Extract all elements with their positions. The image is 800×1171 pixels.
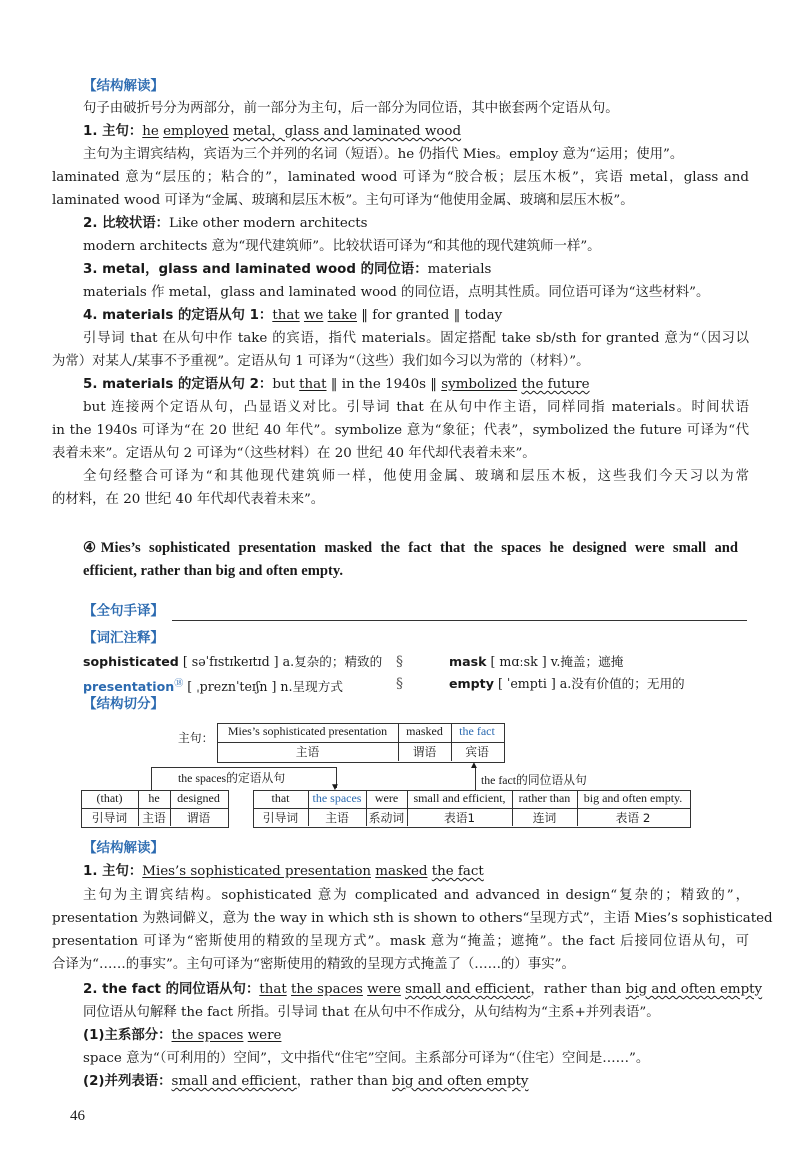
cell-cn: 引导词 bbox=[91, 811, 128, 825]
predicative-part-line bbox=[83, 1072, 528, 1092]
predicative-2: big and often empty bbox=[625, 982, 763, 997]
label: 5. materials 的定语从句 2： bbox=[83, 377, 273, 392]
cell-en: (that) bbox=[96, 791, 123, 805]
relative-pronoun: that bbox=[272, 308, 300, 323]
vocab-ipa: [ mɑːsk ] bbox=[490, 654, 547, 669]
subject-en: Mies’s sophisticated presentation bbox=[227, 724, 388, 738]
cell-en: the spaces bbox=[312, 791, 362, 805]
cell-en: he bbox=[148, 791, 160, 805]
attributive-clause-2-line bbox=[83, 375, 590, 395]
paragraph-line: 同位语从句解释 the fact 所指。引导词 that 在从句中不作成分，从句结构为“主系+并列表语”。 bbox=[83, 1005, 660, 1020]
vocab-word: mask bbox=[449, 654, 487, 669]
label: (2)并列表语： bbox=[83, 1074, 172, 1089]
vocab-word: empty bbox=[449, 676, 494, 691]
translation-blank[interactable] bbox=[172, 620, 747, 621]
predicate-cn: 谓语 bbox=[412, 745, 437, 759]
subject: he bbox=[142, 124, 159, 139]
vocab-entry bbox=[83, 652, 382, 672]
appositive-line bbox=[83, 260, 491, 280]
relative-pronoun: that bbox=[299, 377, 327, 392]
paragraph-line: space 意为“（可利用的）空间”，文中指代“住宅”空间。主系部分可译为“（住宅）空间是……”。 bbox=[83, 1051, 650, 1066]
object-en: the fact bbox=[459, 724, 495, 738]
label: 3. metal，glass and laminated wood 的同位语： bbox=[83, 262, 428, 277]
cell-en: rather than bbox=[518, 791, 571, 805]
predicate: masked bbox=[375, 864, 428, 879]
left-tag: the spaces的定语从句 bbox=[178, 771, 286, 785]
main-clause-line bbox=[83, 122, 461, 142]
vocab-ipa: [ ˈempti ] bbox=[497, 676, 556, 691]
main-clause-line bbox=[83, 862, 484, 882]
paragraph-line: laminated wood 可译为“金属、玻璃和层压木板”。主句可译为“他使用金属、玻璃和层压木板”。 bbox=[52, 193, 634, 208]
vocab-def: a.复杂的；精致的 bbox=[282, 654, 383, 669]
vocab-def: v.掩盖；遮掩 bbox=[550, 654, 624, 669]
linking-verb: were bbox=[367, 982, 401, 997]
diagram-heading: 【结构切分】 bbox=[83, 696, 164, 712]
paragraph-line: 主句为主谓宾结构，宾语为三个并列的名词（短语）。he 仍指代 Mies。employ 意为“运用；使用”。 bbox=[83, 147, 684, 162]
label: 2. the fact 的同位语从句： bbox=[83, 982, 260, 997]
sentence-number: ④ bbox=[83, 540, 101, 556]
cell-cn: 表语1 bbox=[443, 811, 476, 825]
subject-part-line bbox=[83, 1026, 281, 1046]
cell-en: were bbox=[374, 791, 399, 805]
arrow-up-icon: ▲ bbox=[469, 760, 479, 771]
subject-cn: 主语 bbox=[295, 745, 320, 759]
cell-en: big and often empty. bbox=[583, 791, 683, 805]
predicate: take bbox=[327, 308, 358, 323]
subject: we bbox=[303, 308, 324, 323]
predicative-2: big and often empty bbox=[392, 1074, 529, 1089]
conjunction: that bbox=[259, 982, 287, 997]
cell-cn: 引导词 bbox=[262, 811, 299, 825]
paragraph-line: but 连接两个定语从句，凸显语义对比。引导词 that 在从句中作主语，同样同指 materials。时间状语 bbox=[83, 400, 749, 415]
label: (1)主系部分： bbox=[83, 1028, 172, 1043]
paragraph-line: 表着未来”。定语从句 2 可译为“（这些材料）在 20 世纪 40 年代却代表着未来”。 bbox=[52, 446, 536, 461]
arrow-down-icon: ▼ bbox=[330, 782, 340, 793]
object: metal，glass and laminated wood bbox=[232, 124, 462, 139]
intro-text: 句子由破折号分为两部分，前一部分为主句，后一部分为同位语，其中嵌套两个定语从句。 bbox=[83, 101, 619, 116]
vocab-entry bbox=[449, 652, 623, 672]
right-tag: the fact的同位语从句 bbox=[481, 773, 587, 787]
frequency-mark: ⑱ bbox=[174, 679, 184, 689]
vocab-ipa: [ səˈfɪstɪkeɪtɪd ] bbox=[182, 654, 279, 669]
paragraph-line: presentation 为熟词僻义，意为 the way in which sth is shown to others“呈现方式”，主语 Mies’s sophisticated bbox=[52, 911, 773, 926]
subject: the spaces bbox=[171, 1028, 244, 1043]
cell-en: that bbox=[271, 791, 290, 805]
object: the future bbox=[521, 377, 590, 392]
paragraph-line: 为常）对某人/某事不予重视”。定语从句 1 可译为“（这些）我们如今习以为常的（材料）”。 bbox=[52, 354, 590, 369]
vocab-heading: 【词汇注释】 bbox=[83, 630, 164, 646]
adverbial: ‖ in the 1940s ‖ bbox=[330, 377, 438, 392]
comparison-line bbox=[83, 214, 368, 234]
rest: ‖ for granted ‖ today bbox=[361, 308, 503, 323]
paragraph-line: modern architects 意为“现代建筑师”。比较状语可译为“和其他的现代建筑师一样”。 bbox=[83, 239, 601, 254]
appositive-clause-line bbox=[83, 980, 762, 1000]
object: the fact bbox=[431, 864, 484, 879]
label: 2. 比较状语： bbox=[83, 216, 170, 231]
section-heading: 【结构解读】 bbox=[83, 840, 164, 856]
predicative-1: small and efficient bbox=[171, 1074, 297, 1089]
vocab-ipa: [ ˌpreznˈteɪʃn ] bbox=[187, 679, 277, 695]
paragraph-line: materials 作 metal，glass and laminated wood 的同位语，点明其性质。同位语可译为“这些材料”。 bbox=[83, 285, 710, 300]
cell-cn: 表语 2 bbox=[615, 811, 651, 825]
paragraph-line: 全句经整合可译为“和其他现代建筑师一样，他使用金属、玻璃和层压木板，这些我们今天习以为常 bbox=[83, 469, 749, 484]
phrase: materials bbox=[427, 262, 492, 277]
connector: ，rather than bbox=[530, 982, 622, 997]
connector-line bbox=[151, 767, 336, 768]
subject: Mies’s sophisticated presentation bbox=[142, 864, 372, 879]
connector-line bbox=[151, 767, 152, 790]
cell-cn: 系动词 bbox=[368, 811, 405, 825]
cell-en: designed bbox=[177, 791, 220, 805]
label: 1. 主句： bbox=[83, 124, 143, 139]
predicate: employed bbox=[163, 124, 229, 139]
vocab-word: sophisticated bbox=[83, 654, 179, 669]
divider-mark: § bbox=[396, 654, 403, 670]
linking-verb: were bbox=[247, 1028, 282, 1043]
conjunction: but bbox=[272, 377, 295, 392]
object-cn: 宾语 bbox=[465, 745, 489, 759]
label: 1. 主句： bbox=[83, 864, 143, 879]
translate-label: 【全句手译】 bbox=[83, 603, 164, 619]
sentence-4 bbox=[83, 537, 738, 583]
cell-cn: 主语 bbox=[142, 811, 166, 825]
vocab-word: presentation bbox=[83, 679, 175, 695]
vocab-def: a.没有价值的；无用的 bbox=[559, 676, 685, 691]
sentence-line: efficient, rather than big and often empty. bbox=[83, 563, 343, 579]
page-number: 46 bbox=[70, 1108, 85, 1124]
cell-en: small and efficient, bbox=[413, 791, 506, 805]
phrase: Like other modern architects bbox=[169, 216, 368, 231]
vocab-entry bbox=[449, 674, 685, 694]
divider-mark: § bbox=[396, 676, 403, 692]
paragraph-line: in the 1940s 可译为“在 20 世纪 40 年代”。symbolize 意为“象征；代表”，symbolized the future 可译为“代 bbox=[52, 423, 749, 438]
paragraph-line: 的材料，在 20 世纪 40 年代却代表着未来”。 bbox=[52, 492, 325, 507]
main-clause-label: 主句： bbox=[178, 731, 214, 745]
predicative-1: small and efficient bbox=[405, 982, 531, 997]
paragraph-line: presentation 可译为“密斯使用的精致的呈现方式”。mask 意为“掩盖；遮掩”。the fact 后接同位语从句，可 bbox=[52, 934, 749, 949]
paragraph-line: 引导词 that 在从句中作 take 的宾语，指代 materials。固定搭配 take sb/sth for granted 意为“（因习以 bbox=[83, 331, 749, 346]
connector: ，rather than bbox=[296, 1074, 388, 1089]
section-heading: 【结构解读】 bbox=[83, 78, 164, 94]
predicate-en: masked bbox=[406, 724, 443, 738]
paragraph-line: 主句为主谓宾结构。sophisticated 意为 complicated and advanced in design“复杂的；精致的”， bbox=[83, 888, 749, 903]
predicate: symbolized bbox=[441, 377, 518, 392]
subject: the spaces bbox=[290, 982, 363, 997]
paragraph-line: laminated 意为“层压的；粘合的”，laminated wood 可译为“胶合板；层压木板”，宾语 metal，glass and bbox=[52, 170, 749, 185]
sentence-line: Mies’s sophisticated presentation masked the fact that the spaces he designed were small and bbox=[100, 540, 738, 556]
cell-cn: 主语 bbox=[325, 811, 349, 825]
label: 4. materials 的定语从句 1： bbox=[83, 308, 273, 323]
cell-cn: 谓语 bbox=[186, 811, 211, 825]
connector-line bbox=[475, 768, 476, 790]
cell-cn: 连词 bbox=[532, 811, 557, 825]
attributive-clause-1-line bbox=[83, 306, 502, 326]
paragraph-line: 合译为“……的事实”。主句可译为“密斯使用的精致的呈现方式掩盖了（……的）事实”。 bbox=[52, 957, 575, 972]
vocab-def: n.呈现方式 bbox=[280, 679, 343, 695]
